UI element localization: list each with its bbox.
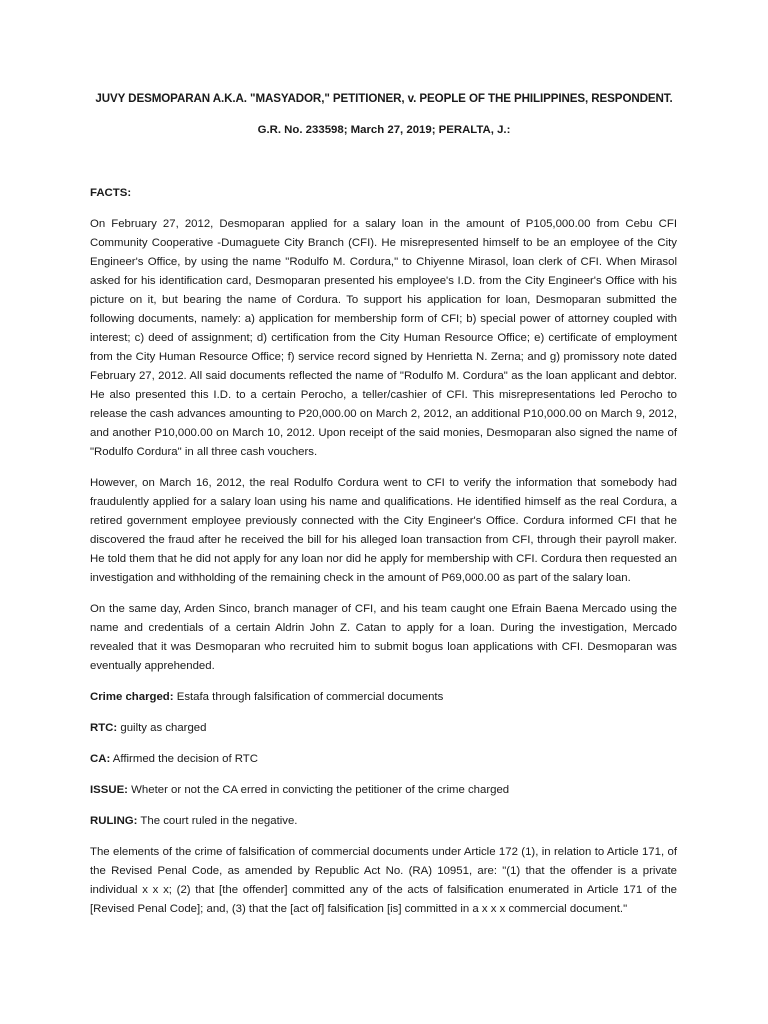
ca-text: Affirmed the decision of RTC	[110, 753, 258, 765]
elements-paragraph: The elements of the crime of falsification of commercial documents under Article 172 (1), in relation to Article 171, of the Revised Penal Code, as amended by Republic Act No. (RA) 10951, are: "(1) that the offender is a private individual x x x; (2) that [the offender] committed any of the acts of falsification enumerated in Article 171 of the [Revised Penal Code]; and, (3) that the [act of] falsification [is] committed in a x x x commercial document."	[90, 846, 677, 915]
issue-text: Wheter or not the CA erred in convicting the petitioner of the crime charged	[127, 784, 510, 796]
ca-line	[90, 750, 677, 769]
ca-label: CA:	[90, 753, 111, 765]
facts-heading: FACTS:	[90, 187, 132, 199]
rtc-label: RTC:	[90, 722, 118, 734]
case-title: JUVY DESMOPARAN A.K.A. "MASYADOR," PETITIONER, v. PEOPLE OF THE PHILIPPINES, RESPONDENT.	[95, 92, 673, 105]
facts-paragraph: However, on March 16, 2012, the real Rodulfo Cordura went to CFI to verify the information that somebody had fraudulently applied for a salary loan using his name and qualifications. He identified himself as the real Cordura, a retired government employee previously connected with the City Engineer's Office. Cordura informed CFI that he discovered the fraud after he received the bill for his alleged loan transaction from CFI, through their payroll maker. He told them that he did not apply for any loan nor did he apply for membership with CFI. Cordura then requested an investigation and withholding of the remaining check in the amount of P69,000.00 as part of the salary loan.	[90, 477, 677, 584]
facts-paragraph: On February 27, 2012, Desmoparan applied for a salary loan in the amount of P105,000.00 from Cebu CFI Community Cooperative -Dumaguete City Branch (CFI). He misrepresented himself to be an employee of the City Engineer's Office, by using the name "Rodulfo M. Cordura," to Chiyenne Mirasol, loan clerk of CFI. When Mirasol asked for his identification card, Desmoparan presented his employee's I.D. from the City Engineer's Office with his picture on it, but bearing the name of Cordura. To support his application for loan, Desmoparan submitted the following documents, namely: a) application for membership form of CFI; b) special power of attorney coupled with interest; c) deed of assignment; d) certification from the City Human Resource Office; e) certificate of employment from the City Human Resource Office; f) service record signed by Henrietta N. Zerna; and g) promissory note dated February 27, 2012. All said documents reflected the name of "Rodulfo M. Cordura" as the loan applicant and debtor. He also presented this I.D. to a certain Perocho, a teller/cashier of CFI. This misrepresentations led Perocho to release the cash advances amounting to P20,000.00 on March 2, 2012, an additional P10,000.00 on March 9, 2012, and another P10,000.00 on March 10, 2012. Upon receipt of the said monies, Desmoparan also signed the name of "Rodulfo Cordura" in all three cash vouchers.	[90, 218, 677, 458]
ruling-label: RULING:	[90, 815, 138, 827]
crime-charged-label: Crime charged:	[90, 691, 174, 703]
rtc-text: guilty as charged	[117, 722, 207, 734]
ruling-line	[90, 812, 677, 831]
issue-label: ISSUE:	[90, 784, 128, 796]
facts-paragraph: On the same day, Arden Sinco, branch manager of CFI, and his team caught one Efrain Baena Mercado using the name and credentials of a certain Aldrin John Z. Catan to apply for a loan. During the investigation, Mercado revealed that it was Desmoparan who recruited him to submit bogus loan applications with CFI. Desmoparan was eventually apprehended.	[90, 603, 677, 672]
ruling-text: The court ruled in the negative.	[137, 815, 298, 827]
case-citation: G.R. No. 233598; March 27, 2019; PERALTA, J.:	[257, 124, 511, 136]
issue-line	[90, 781, 677, 800]
rtc-line	[90, 719, 677, 738]
document-body	[90, 184, 677, 931]
crime-charged-line	[90, 688, 677, 707]
crime-charged-text: Estafa through falsification of commercial documents	[173, 691, 444, 703]
